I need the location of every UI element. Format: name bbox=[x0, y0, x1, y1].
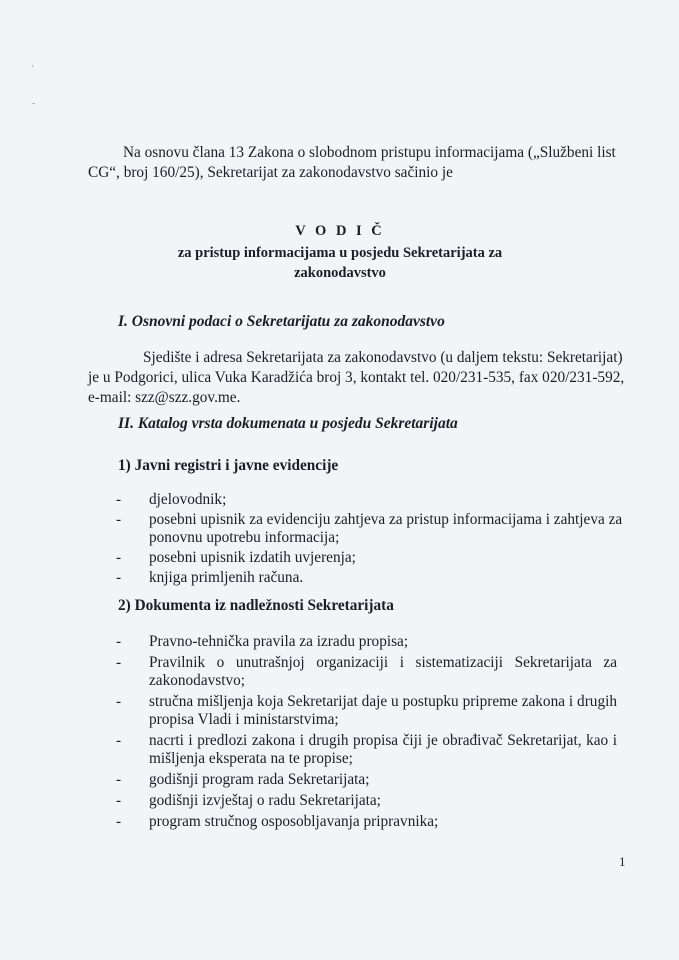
list-item-text: Pravno-tehnička pravila za izradu propisa; bbox=[149, 633, 409, 650]
list-item-text: posebni upisnik izdatih uvjerenja; bbox=[149, 549, 356, 566]
subsection-1-heading: 1) Javni registri i javne evidencije bbox=[118, 457, 339, 474]
page-number: 1 bbox=[619, 854, 626, 869]
bullet-dash: - bbox=[116, 569, 122, 586]
list-item bbox=[116, 569, 679, 587]
list-item bbox=[116, 732, 617, 768]
title-subtitle-line1: za pristup informacijama u posjedu Sekretarijata za bbox=[177, 245, 503, 261]
list-item-text: godišnji program rada Sekretarijata; bbox=[149, 771, 370, 788]
bullet-dash: - bbox=[116, 511, 122, 528]
list-item bbox=[116, 792, 617, 810]
scan-mark: - bbox=[32, 98, 36, 109]
subsection-2-list bbox=[116, 633, 617, 834]
bullet-dash: - bbox=[116, 813, 122, 830]
subsection-2-heading: 2) Dokumenta iz nadležnosti Sekretarijata bbox=[118, 597, 394, 614]
bullet-dash: - bbox=[116, 693, 122, 710]
section-1-text: Sjedište i adresa Sekretarijata za zakonodavstvo (u daljem tekstu: Sekretarijat) je u Podgorici, ulica Vuka Karadžića broj 3, kontakt tel. 020/231-535, fax 020/231-592, e-mail: szz@szz.gov.me. bbox=[88, 349, 625, 406]
list-item-text: program stručnog osposobljavanja pripravnika; bbox=[149, 813, 439, 830]
section-2-heading: II. Katalog vrsta dokumenata u posjedu Sekretarijata bbox=[118, 415, 458, 432]
intro-paragraph: Na osnovu člana 13 Zakona o slobodnom pristupu informacijama („Službeni list CG“, broj 160/25), Sekretarijat za zakonodavstvo sačinio je bbox=[88, 144, 616, 181]
section-1-heading: I. Osnovni podaci o Sekretarijatu za zakonodavstvo bbox=[118, 313, 445, 330]
list-item-text: knjiga primljenih računa. bbox=[149, 569, 304, 586]
list-item bbox=[116, 549, 679, 567]
list-item bbox=[116, 633, 617, 651]
list-item bbox=[116, 813, 617, 831]
bullet-dash: - bbox=[116, 771, 122, 788]
bullet-dash: - bbox=[116, 491, 122, 508]
list-item bbox=[116, 771, 617, 789]
bullet-dash: - bbox=[116, 792, 122, 809]
list-item-text: godišnji izvještaj o radu Sekretarijata; bbox=[149, 792, 381, 809]
bullet-dash: - bbox=[116, 633, 122, 650]
list-item bbox=[116, 491, 679, 509]
title-subtitle-line2: zakonodavstvo bbox=[294, 265, 386, 281]
list-item-text: djelovodnik; bbox=[149, 491, 227, 508]
list-item bbox=[116, 654, 617, 690]
list-item-text: posebni upisnik za evidenciju zahtjeva za pristup informacijama i zahtjeva za ponovnu upotrebu informacija; bbox=[149, 511, 623, 546]
list-item bbox=[116, 511, 679, 547]
subsection-1-list bbox=[116, 491, 679, 589]
bullet-dash: - bbox=[116, 549, 122, 566]
title-main: V O D I Č bbox=[295, 223, 385, 239]
bullet-dash: - bbox=[116, 732, 122, 749]
scan-mark: ' bbox=[32, 64, 34, 75]
list-item-text: Pravilnik o unutrašnjoj organizaciji i sistematizaciji Sekretarijata za zakonodavstvo; bbox=[149, 654, 617, 689]
list-item-text: stručna mišljenja koja Sekretarijat daje u postupku pripreme zakona i drugih propisa Vladi i ministarstvima; bbox=[149, 693, 617, 728]
list-item bbox=[116, 693, 617, 729]
bullet-dash: - bbox=[116, 654, 122, 671]
list-item-text: nacrti i predlozi zakona i drugih propisa čiji je obrađivač Sekretarijat, kao i mišljenja eksperata na te propise; bbox=[149, 732, 617, 767]
document-title bbox=[110, 221, 570, 283]
